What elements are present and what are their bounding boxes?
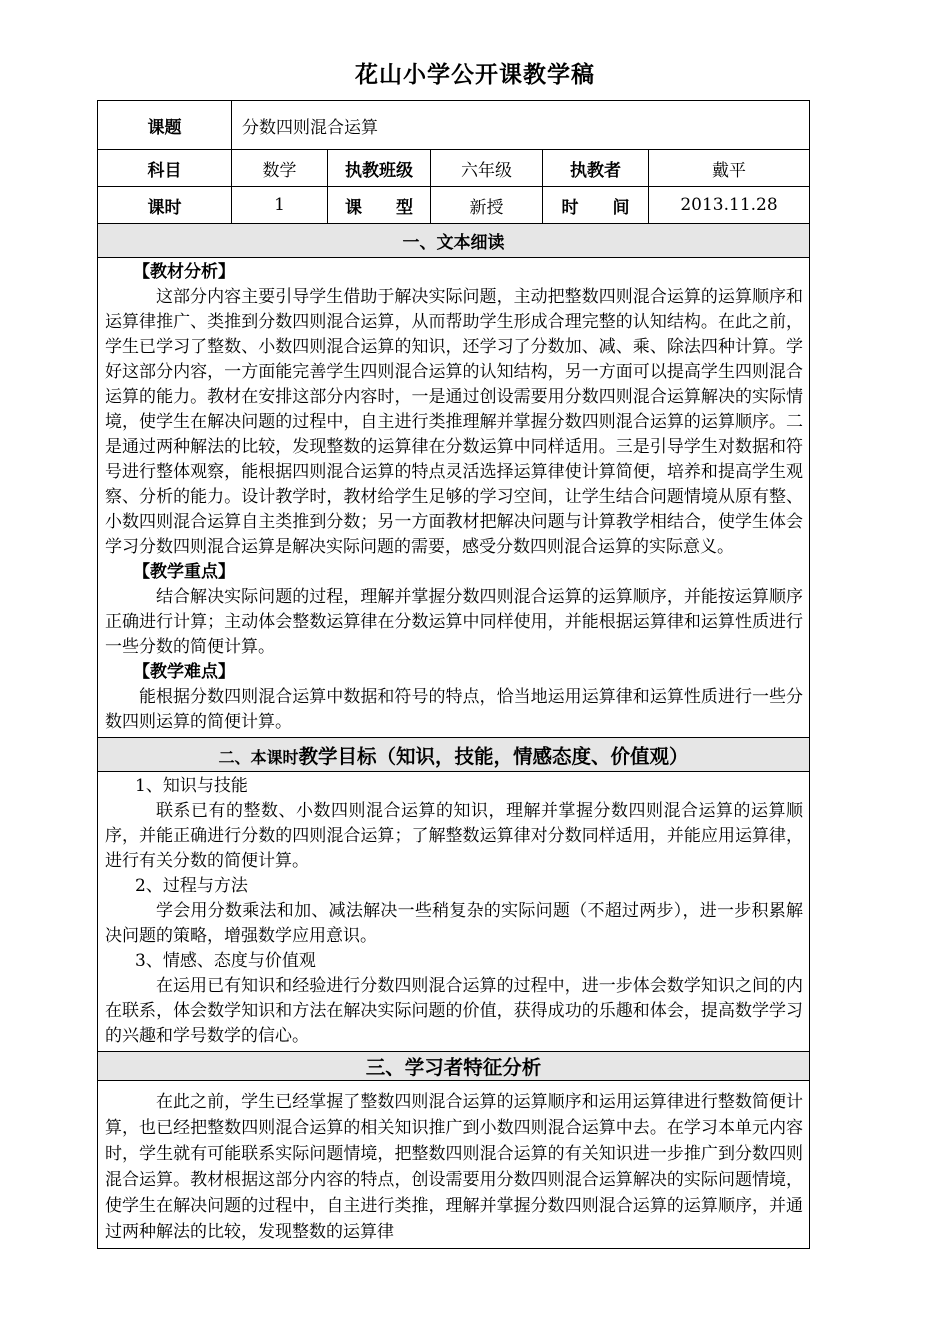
hours-value: 1 bbox=[232, 187, 328, 224]
hours-row bbox=[98, 187, 810, 224]
section3-title: 三、学习者特征分析 bbox=[98, 1052, 810, 1081]
subject-row bbox=[98, 150, 810, 187]
topic-label: 课题 bbox=[98, 101, 232, 150]
material-paragraph: 这部分内容主要引导学生借助于解决实际问题，主动把整数四则混合运算的运算顺序和运算律推广、类推到分数四则混合运算，从而帮助学生形成合理完整的认知结构。在此之前，学生已学习了整数、小数四则混合运算的知识，还学习了分数加、减、乘、除法四种计算。学好这部分内容，一方面能完善学生四则混合运算的认知结构，另一方面可以提高学生四则混合运算的能力。教材在安排这部分内容时，一是通过创设需要用分数四则混合运算解决的实际情境，使学生在解决问题的过程中，自主进行类推理解并掌握分数四则混合运算的运算顺序。二是通过两种解法的比较，发现整数的运算律在分数运算中同样适用。三是引导学生对数据和符号进行整体观察，能根据四则混合运算的特点灵活选择运算律使计算简便，培养和提高学生观察、分析的能力。设计教学时，教材给学生足够的学习空间，让学生结合问题情境从原有整、小数四则混合运算自主类推到分数；另一方面教材把解决问题与计算教学相结合，使学生体会学习分数四则混合运算是解决实际问题的需要，感受分数四则混合运算的实际意义。 bbox=[105, 287, 804, 557]
section3-body-row bbox=[98, 1081, 810, 1249]
section3-body bbox=[98, 1081, 810, 1249]
type-label: 课 型 bbox=[328, 187, 431, 224]
type-value: 新授 bbox=[431, 187, 543, 224]
goal3-paragraph: 在运用已有知识和经验进行分数四则混合运算的过程中，进一步体会数学知识之间的内在联系，体会数学知识和方法在解决实际问题的价值，获得成功的乐趣和体会，提高数学学习的兴趣和学号数学的信心。 bbox=[105, 976, 804, 1046]
section3-header-row bbox=[98, 1052, 810, 1081]
class-value: 六年级 bbox=[431, 150, 543, 187]
subject-value: 数学 bbox=[232, 150, 328, 187]
goal1-heading: 1、知识与技能 bbox=[135, 776, 248, 796]
topic-row bbox=[98, 101, 810, 150]
section1-header-row bbox=[98, 224, 810, 258]
section1-body bbox=[98, 258, 810, 738]
goal2-paragraph: 学会用分数乘法和加、减法解决一些稍复杂的实际问题（不超过两步），进一步积累解决问题的策略，增强数学应用意识。 bbox=[105, 901, 804, 946]
goal1-paragraph: 联系已有的整数、小数四则混合运算的知识，理解并掌握分数四则混合运算的运算顺序，并能正确进行分数的四则混合运算；了解整数运算律对分数同样适用，并能应用运算律，进行有关分数的简便计算。 bbox=[105, 801, 804, 871]
teacher-label: 执教者 bbox=[543, 150, 649, 187]
section2-title-prefix: 二、本课时 bbox=[218, 747, 299, 767]
learner-analysis-paragraph: 在此之前，学生已经掌握了整数四则混合运算的运算顺序和运用运算律进行整数简便计算，也已经把整数四则混合运算的相关知识推广到小数四则混合运算中去。在学习本单元内容时，学生就有可能联系实际问题情境，把整数四则混合运算的有关知识进一步推广到分数四则混合运算。教材根据这部分内容的特点，创设需要用分数四则混合运算解决的实际问题情境，使学生在解决问题的过程中，自主进行类推，理解并掌握分数四则混合运算的运算顺序，并通过两种解法的比较，发现整数的运算律 bbox=[105, 1092, 804, 1242]
section1-body-row bbox=[98, 258, 810, 738]
lesson-plan-table bbox=[97, 100, 810, 1249]
difficulties-heading: 【教学难点】 bbox=[133, 662, 235, 682]
section2-title-main: 教学目标（知识，技能，情感态度、价值观） bbox=[298, 744, 689, 768]
section2-body bbox=[98, 772, 810, 1052]
difficulties-paragraph: 能根据分数四则混合运算中数据和符号的特点，恰当地运用运算律和运算性质进行一些分数四则运算的简便计算。 bbox=[105, 687, 804, 732]
goal2-heading: 2、过程与方法 bbox=[135, 876, 248, 896]
material-heading: 【教材分析】 bbox=[133, 262, 235, 282]
class-label: 执教班级 bbox=[328, 150, 431, 187]
document-title: 花山小学公开课教学稿 bbox=[355, 62, 595, 88]
section2-title bbox=[98, 738, 810, 772]
time-value: 2013.11.28 bbox=[649, 187, 810, 224]
goal3-heading: 3、情感、态度与价值观 bbox=[135, 951, 316, 971]
topic-value: 分数四则混合运算 bbox=[232, 101, 810, 150]
subject-label: 科目 bbox=[98, 150, 232, 187]
section1-title: 一、文本细读 bbox=[98, 224, 810, 258]
section2-body-row bbox=[98, 772, 810, 1052]
key-points-heading: 【教学重点】 bbox=[133, 562, 235, 582]
section2-header-row bbox=[98, 738, 810, 772]
time-label: 时 间 bbox=[543, 187, 649, 224]
key-points-paragraph: 结合解决实际问题的过程，理解并掌握分数四则混合运算的运算顺序，并能按运算顺序正确进行计算；主动体会整数运算律在分数运算中同样使用，并能根据运算律和运算性质进行一些分数的简便计算。 bbox=[105, 587, 804, 657]
teacher-value: 戴平 bbox=[649, 150, 810, 187]
hours-label: 课时 bbox=[98, 187, 232, 224]
